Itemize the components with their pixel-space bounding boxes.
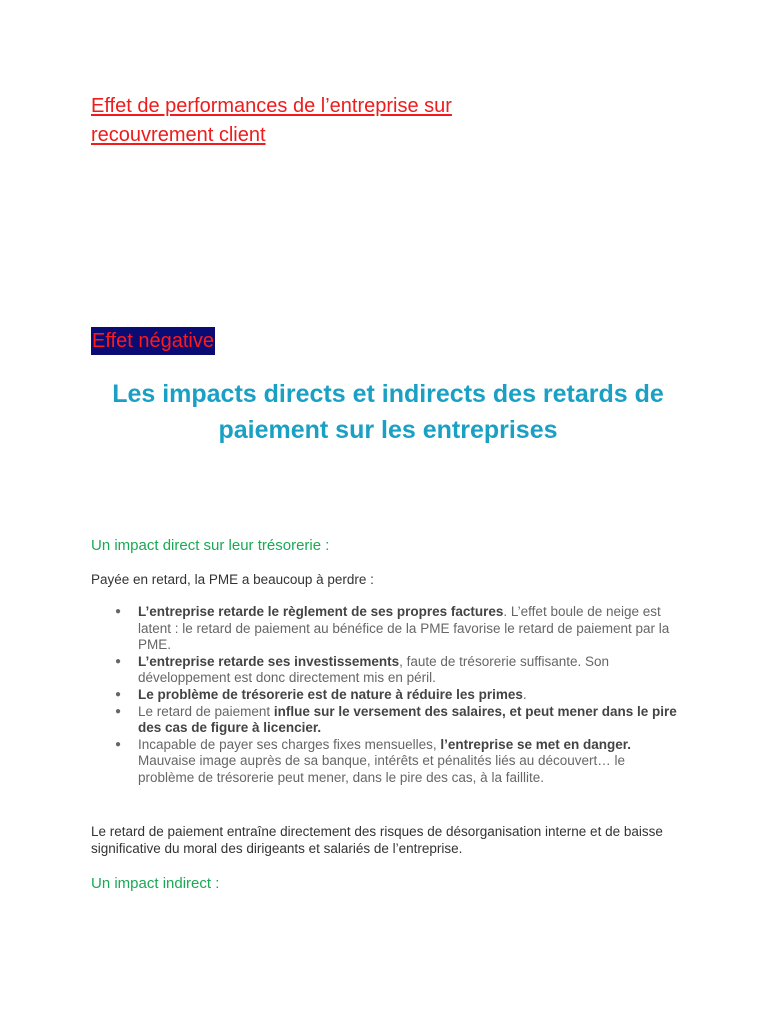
bullet-icon: ●	[115, 606, 122, 617]
title-line-2: recouvrement client	[91, 124, 266, 146]
closing-paragraph: Le retard de paiement entraîne directement des risques de désorganisation interne et de baisse significative du moral des dirigeants et salariés de l’entreprise.	[91, 824, 663, 856]
bullet-text: Incapable de payer ses charges fixes mensuelles,	[138, 736, 441, 752]
title-line-1: Effet de performances de l’entreprise sur	[91, 95, 452, 117]
bullet-bold: Le problème de trésorerie est de nature à réduire les primes	[138, 686, 523, 702]
bullet-bold: influe sur le versement des salaires, et peut mener dans le pire des cas de figure à licencier.	[138, 703, 677, 736]
list-item	[115, 703, 678, 737]
bullet-icon: ●	[115, 655, 122, 667]
bullet-icon: ●	[115, 738, 122, 750]
bullet-icon: ●	[115, 705, 122, 717]
bullet-text: , faute de trésorerie suffisante. Son développement est donc directement mis en péril.	[138, 653, 610, 686]
bullet-text: . L’effet boule de neige est latent : le retard de paiement au bénéfice de la PME favorise le retard de paiement par la PME.	[138, 604, 670, 653]
list-item	[115, 686, 678, 704]
list-item	[115, 653, 678, 687]
impact-bullet-list	[115, 604, 678, 787]
bullet-text: Le retard de paiement	[138, 703, 274, 719]
main-heading: Les impacts directs et indirects des retards de paiement sur les entreprises	[112, 380, 664, 444]
bullet-bold: l’entreprise se met en danger.	[440, 736, 631, 752]
bullet-text: .	[522, 686, 527, 702]
intro-text: Payée en retard, la PME a beaucoup à perdre :	[91, 572, 374, 587]
subhead-direct-impact: Un impact direct sur leur trésorerie :	[91, 537, 330, 554]
list-item	[115, 736, 678, 787]
bullet-bold: L’entreprise retarde le règlement de ses propres factures	[138, 604, 504, 619]
document-title	[91, 92, 691, 150]
bullet-bold: L’entreprise retarde ses investissements	[138, 653, 400, 669]
bullet-icon: ●	[115, 688, 122, 700]
list-item	[115, 604, 678, 654]
bullet-text: Mauvaise image auprès de sa banque, intérêts et pénalités liés au découvert… le problème de trésorerie peut mener, dans le pire des cas, à la faillite.	[138, 753, 626, 785]
subhead-indirect-impact: Un impact indirect :	[91, 875, 220, 892]
section-badge: Effet négative	[91, 327, 215, 355]
